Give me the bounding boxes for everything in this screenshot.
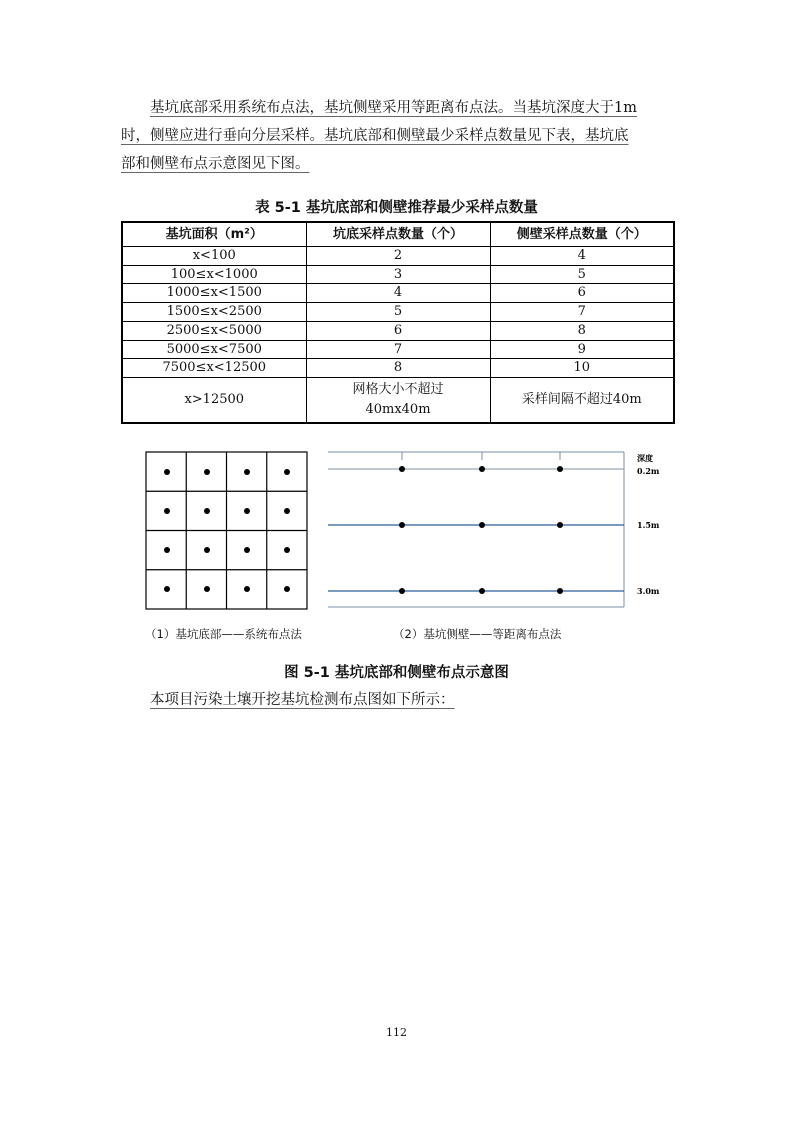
sample-point [284,508,290,514]
sample-point [284,469,290,475]
cell-bottom-line-1: 网格大小不超过 [352,382,444,398]
cell-area: 100≤x<1000 [122,265,306,284]
cell-bottom [306,378,490,423]
sample-point [557,522,563,528]
intro-line-2: 时，侧壁应进行垂向分层采样。基坑底部和侧壁最少采样点数量见下表，基坑底 [121,128,629,144]
table-row [122,321,674,340]
cell-bottom: 5 [306,303,490,322]
sample-point [164,586,170,592]
depth-label: 3.0m [637,586,660,596]
sample-point [164,508,170,514]
sample-point [244,586,250,592]
cell-wall: 6 [490,284,674,303]
depth-labels [637,453,660,596]
sample-point [164,469,170,475]
cell-bottom: 3 [306,265,490,284]
sidewall-diagram-label: （2）基坑侧壁——等距离布点法 [393,627,562,641]
cell-area: 7500≤x<12500 [122,359,306,378]
table-row [122,247,674,266]
cell-area: x>12500 [122,378,306,423]
sidewall-points [399,466,563,594]
figure-caption: 图 5-1 基坑底部和侧壁布点示意图 [284,665,509,681]
table-row-last [122,378,674,423]
sample-point [284,586,290,592]
cell-wall: 4 [490,247,674,266]
cell-wall: 10 [490,359,674,378]
cell-bottom: 2 [306,247,490,266]
cell-area: 1000≤x<1500 [122,284,306,303]
intro-paragraph [121,94,673,178]
sample-point [244,508,250,514]
closing-line: 本项目污染土壤开挖基坑检测布点图如下所示： [150,692,455,708]
table-row [122,265,674,284]
cell-area: 5000≤x<7500 [122,340,306,359]
sample-point [204,508,210,514]
sample-point [399,522,405,528]
grid-sampling-diagram [145,451,310,611]
sampling-points-table [121,221,675,424]
depth-lines [328,469,624,591]
sample-point [399,588,405,594]
grid-lines [146,452,307,609]
sidewall-frame [328,452,624,607]
sample-point [479,588,485,594]
cell-area: 2500≤x<5000 [122,321,306,340]
cell-bottom-line-2: 40mx40m [365,402,431,418]
header-bottom-count: 坑底采样点数量（个） [306,222,490,247]
sample-point [204,469,210,475]
depth-label: 0.2m [637,466,660,476]
sample-point [284,547,290,553]
table-caption: 表 5-1 基坑底部和侧壁推荐最少采样点数量 [255,200,538,216]
table-row [122,359,674,378]
sample-point [244,547,250,553]
header-wall-count: 侧壁采样点数量（个） [490,222,674,247]
sample-point [479,466,485,472]
cell-bottom: 6 [306,321,490,340]
table-header-row [122,222,674,247]
table-row [122,303,674,322]
cell-bottom: 7 [306,340,490,359]
cell-wall: 5 [490,265,674,284]
cell-bottom: 4 [306,284,490,303]
depth-title: 深度 [637,453,653,463]
sample-point [399,466,405,472]
cell-wall: 采样间隔不超过40m [490,378,674,423]
sample-point [557,588,563,594]
sample-point [164,547,170,553]
table-row [122,284,674,303]
page-number: 112 [386,1026,407,1039]
intro-line-3: 部和侧壁布点示意图见下图。 [121,156,310,172]
cell-bottom: 8 [306,359,490,378]
table-row [122,340,674,359]
cell-wall: 9 [490,340,674,359]
cell-wall: 7 [490,303,674,322]
sample-point [204,547,210,553]
cell-wall: 8 [490,321,674,340]
sample-point [204,586,210,592]
sample-point [244,469,250,475]
sample-point [557,466,563,472]
header-area: 基坑面积（m²） [122,222,306,247]
cell-area: x<100 [122,247,306,266]
grid-diagram-label: （1）基坑底部——系统布点法 [145,627,302,641]
cell-area: 1500≤x<2500 [122,303,306,322]
intro-line-1: 基坑底部采用系统布点法，基坑侧壁采用等距离布点法。当基坑深度大于1m [150,100,637,116]
depth-label: 1.5m [637,520,660,530]
sidewall-sampling-diagram [327,447,667,617]
sample-point [479,522,485,528]
